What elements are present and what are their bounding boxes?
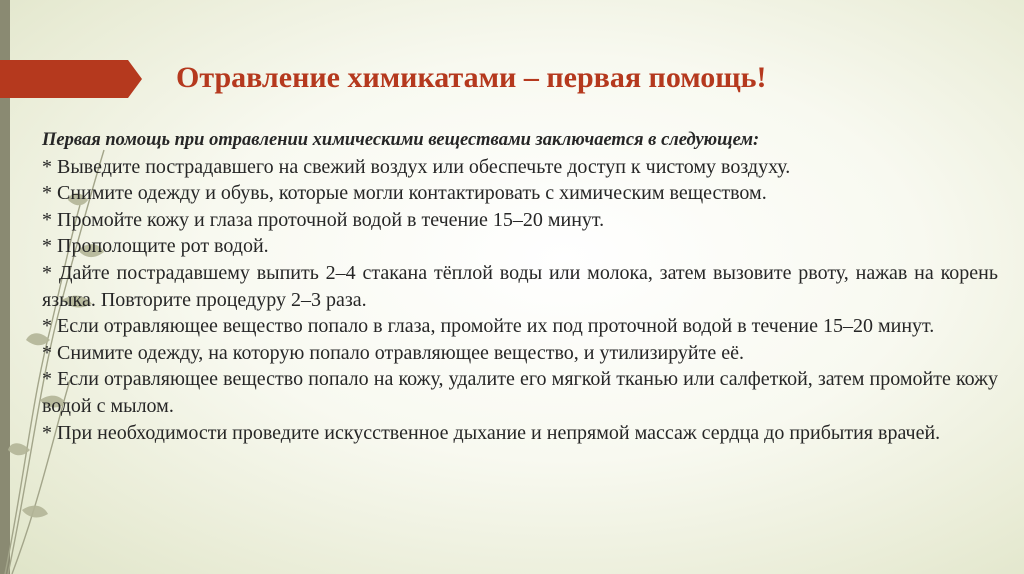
step-item: * Если отравляющее вещество попало в глаза, промойте их под проточной водой в течение 15–20 минут. [42,315,935,338]
step-item: * Снимите одежду и обувь, которые могли контактировать с химическим веществом. [42,182,767,205]
step-item: * Прополощите рот водой. [42,235,269,258]
slide-body [42,127,998,446]
step-item: * Если отравляющее вещество попало на кожу, удалите его мягкой тканью или салфеткой, затем промойте кожу водой с мылом. [42,368,998,417]
step-item: * Дайте пострадавшему выпить 2–4 стакана тёплой воды или молока, затем вызовите рвоту, нажав на корень языка. Повторите процедуру 2–3 раза. [42,261,998,311]
step-item: * Снимите одежду, на которую попало отравляющее вещество, и утилизируйте её. [42,341,745,364]
step-item: * При необходимости проведите искусственное дыхание и непрямой массаж сердца до прибытия врачей. [42,421,941,444]
slide-title: Отравление химикатами – первая помощь! [176,61,767,94]
step-item: * Промойте кожу и глаза проточной водой в течение 15–20 минут. [42,208,605,231]
first-aid-steps-list [42,154,998,447]
intro-text: Первая помощь при отравлении химическими веществами заключается в следующем: [42,130,760,150]
step-item: * Выведите пострадавшего на свежий воздух или обеспечьте доступ к чистому воздуху. [42,155,791,178]
